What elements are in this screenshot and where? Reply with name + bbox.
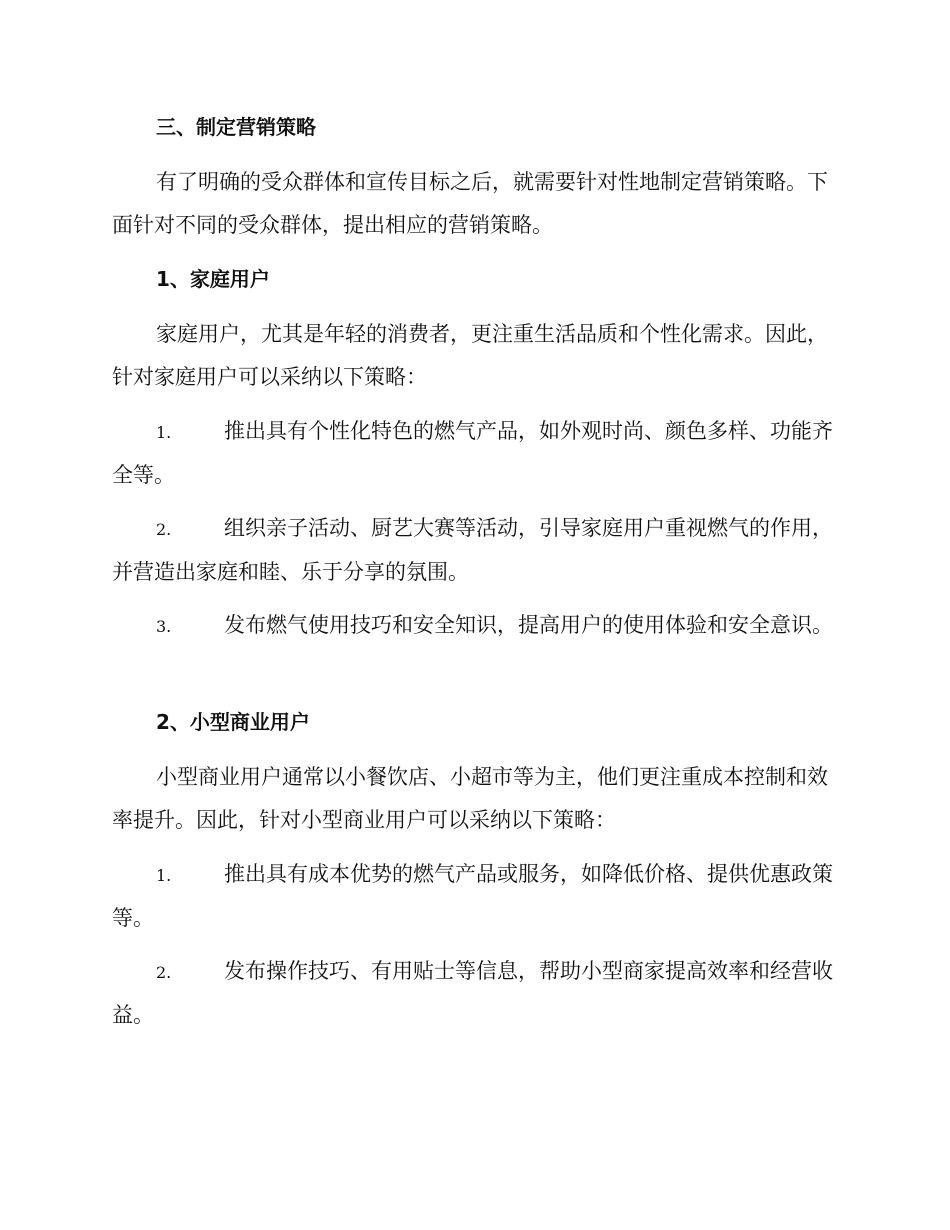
item-number: 1.	[156, 866, 172, 885]
household-strategy-item	[112, 507, 834, 594]
small-business-description: 小型商业用户通常以小餐饮店、小超市等为主，他们更注重成本控制和效率提升。因此，针对小型商业用户可以采纳以下策略：	[112, 765, 828, 832]
section-heading: 三、制定营销策略	[156, 115, 316, 139]
item-text: 发布燃气使用技巧和安全知识，提高用户的使用体验和安全意识。	[224, 613, 833, 637]
item-text: 组织亲子活动、厨艺大赛等活动，引导家庭用户重视燃气的作用，并营造出家庭和睦、乐于分享的氛围。	[112, 516, 833, 584]
item-text: 发布操作技巧、有用贴士等信息，帮助小型商家提高效率和经营收益。	[112, 959, 833, 1027]
household-heading: 1、家庭用户	[156, 267, 270, 291]
household-strategy-item	[112, 410, 834, 497]
item-number: 2.	[156, 520, 172, 539]
item-text: 推出具有成本优势的燃气产品或服务，如降低价格、提供优惠政策等。	[112, 862, 833, 930]
intro-paragraph: 有了明确的受众群体和宣传目标之后，就需要针对性地制定营销策略。下面针对不同的受众群体，提出相应的营销策略。	[112, 170, 828, 237]
item-number: 2.	[156, 963, 172, 982]
small-business-strategy-item	[112, 853, 834, 940]
small-business-heading: 2、小型商业用户	[156, 710, 310, 734]
household-strategy-item	[112, 604, 834, 648]
item-text: 推出具有个性化特色的燃气产品，如外观时尚、颜色多样、功能齐全等。	[112, 419, 833, 487]
item-number: 1.	[156, 423, 172, 442]
item-number: 3.	[156, 617, 172, 636]
household-description: 家庭用户，尤其是年轻的消费者，更注重生活品质和个性化需求。因此，针对家庭用户可以采纳以下策略：	[112, 322, 828, 389]
small-business-strategy-item	[112, 950, 834, 1037]
